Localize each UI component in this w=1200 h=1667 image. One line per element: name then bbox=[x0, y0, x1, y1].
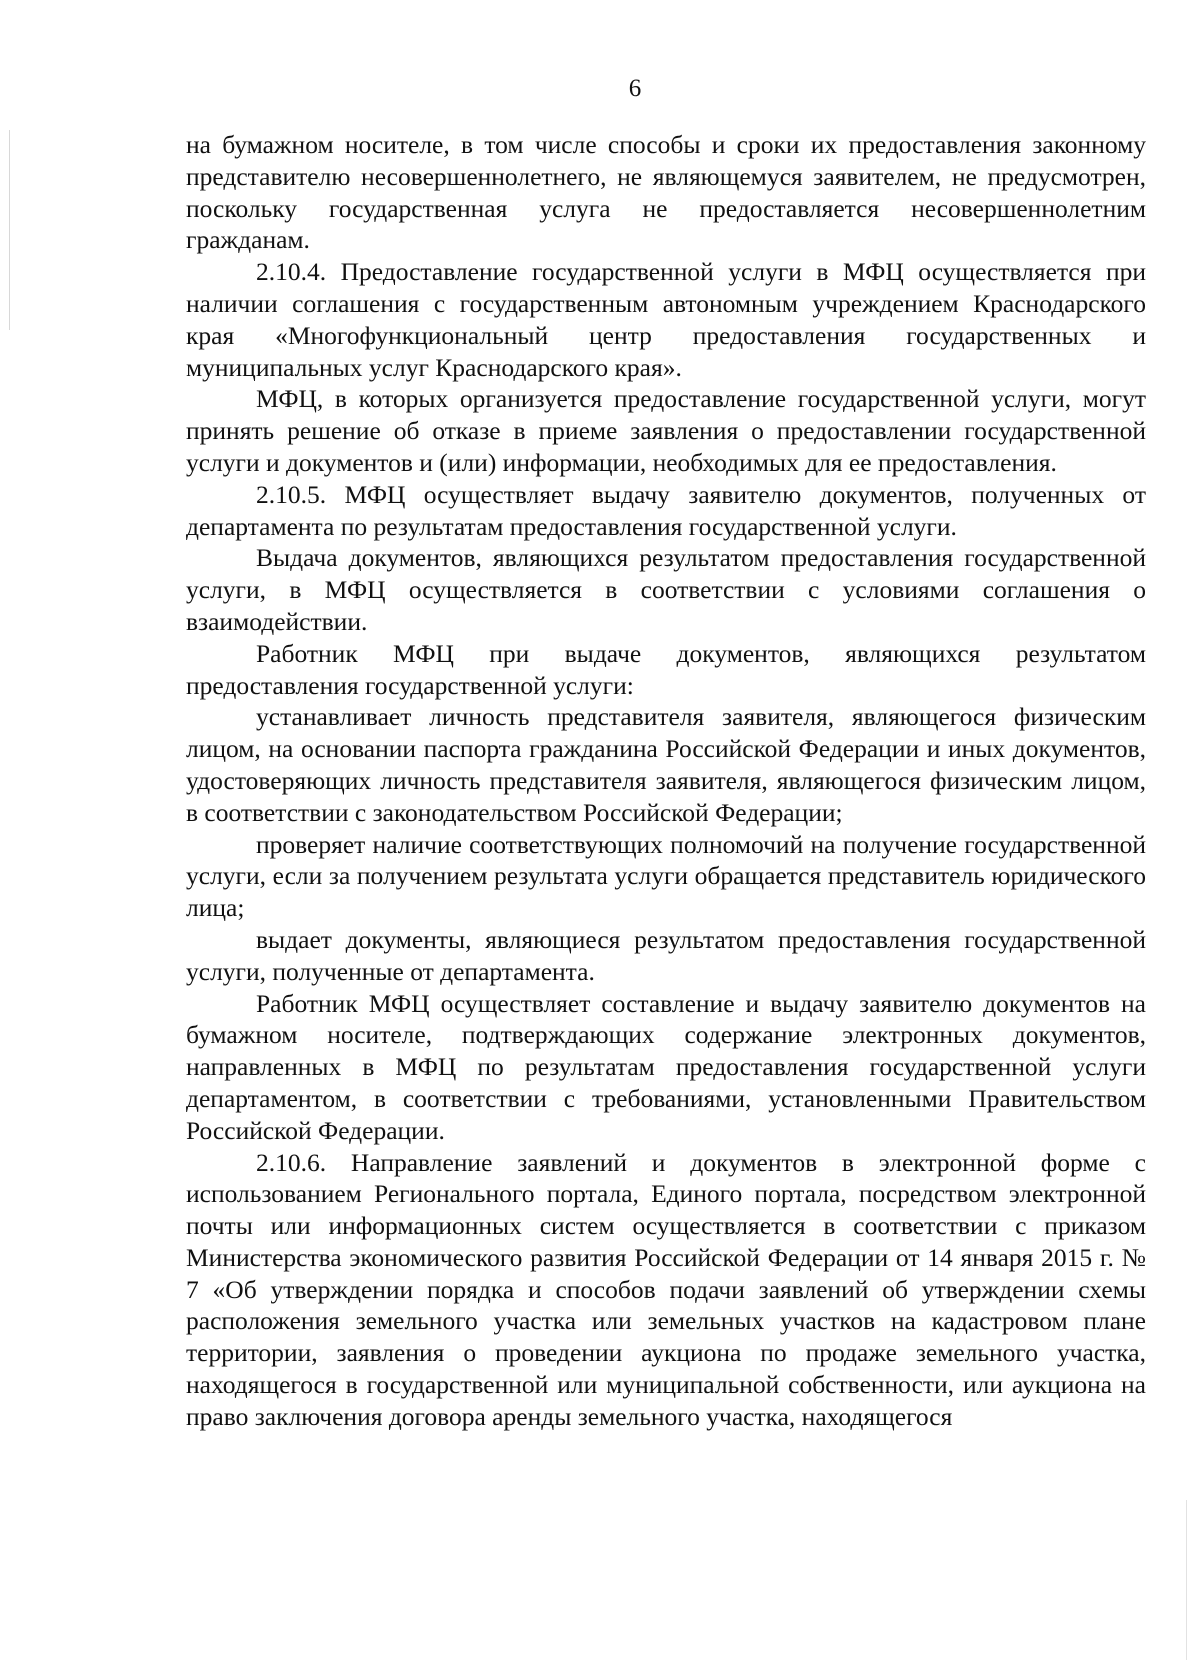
page-number: 6 bbox=[628, 75, 642, 102]
paragraph: 2.10.5. МФЦ осуществляет выдачу заявителю документов, полученных от департамента по результатам предоставления государственной услуги. bbox=[186, 479, 1146, 541]
paragraph: Работник МФЦ при выдаче документов, являющихся результатом предоставления государственной услуги: bbox=[186, 638, 1146, 700]
paragraph: Работник МФЦ осуществляет составление и выдачу заявителю документов на бумажном носителе, подтверждающих содержание электронных документов, направленных в МФЦ по результатам предоставления государственной услуги департаментом, в соответствии с требованиями, установленными Правительством Российской Федерации. bbox=[186, 988, 1146, 1145]
scan-edge-mark bbox=[1186, 1500, 1187, 1660]
paragraph: проверяет наличие соответствующих полномочий на получение государственной услуги, если за получением результата услуги обращается представитель юридического лица; bbox=[186, 829, 1146, 923]
scan-edge-mark bbox=[9, 130, 10, 330]
paragraph: МФЦ, в которых организуется предоставление государственной услуги, могут принять решение об отказе в приеме заявления о предоставлении государственной услуги и документов и (или) информации, необходимых для ее предоставления. bbox=[186, 384, 1146, 477]
paragraph: устанавливает личность представителя заявителя, являющегося физическим лицом, на основании паспорта гражданина Российской Федерации и иных документов, удостоверяющих личность представителя заявителя, являющегося физическим лицом, в соответствии с законодательством Российской Федерации; bbox=[186, 702, 1146, 827]
document-body bbox=[186, 129, 1146, 1433]
paragraph: Выдача документов, являющихся результатом предоставления государственной услуги, в МФЦ осуществляется в соответствии с условиями соглашения о взаимодействии. bbox=[186, 543, 1146, 636]
paragraph: выдает документы, являющиеся результатом предоставления государственной услуги, полученные от департамента. bbox=[186, 924, 1146, 986]
paragraph: на бумажном носителе, в том числе способы и сроки их предоставления законному представителю несовершеннолетнего, не являющемуся заявителем, не предусмотрен, поскольку государственная услуга не предоставляется несовершеннолетним гражданам. bbox=[186, 130, 1146, 255]
paragraph: 2.10.6. Направление заявлений и документов в электронной форме с использованием Регионального портала, Единого портала, посредством электронной почты или информационных систем осуществляется в соответствии с приказом Министерства экономического развития Российской Федерации от 14 января 2015 г. № 7 «Об утверждении порядка и способов подачи заявлений об утверждении схемы расположения земельного участка или земельных участков на кадастровом плане территории, заявления о проведении аукциона по продаже земельного участка, находящегося в государственной или муниципальной собственности, или аукциона на право заключения договора аренды земельного участка, находящегося bbox=[186, 1147, 1146, 1431]
paragraph: 2.10.4. Предоставление государственной услуги в МФЦ осуществляется при наличии соглашения с государственным автономным учреждением Краснодарского края «Многофункциональный центр предоставления государственных и муниципальных услуг Краснодарского края». bbox=[186, 257, 1146, 382]
